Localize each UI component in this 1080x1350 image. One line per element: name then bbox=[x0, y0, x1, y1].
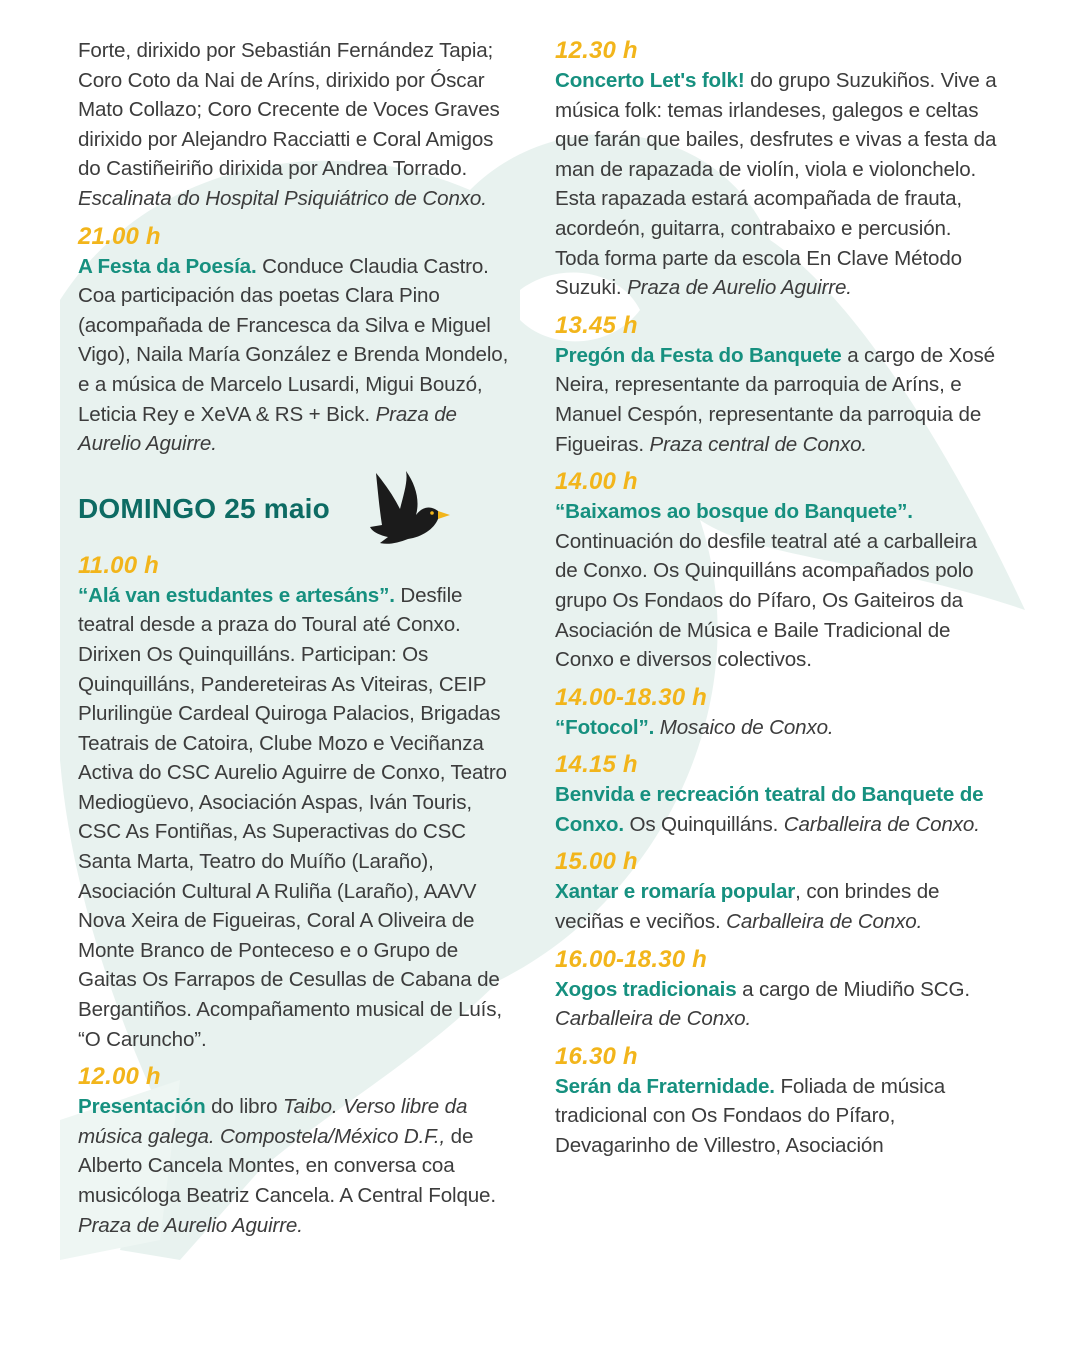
event-title: A Festa da Poesía. bbox=[78, 254, 257, 278]
event-time: 12.30 h bbox=[555, 37, 638, 64]
event-description: do libro bbox=[211, 1095, 278, 1119]
event-title: Benvida e recreación teatral do Banquete de Conxo. bbox=[555, 783, 984, 836]
event-benvida bbox=[555, 780, 1000, 839]
event-place: Carballeira de Conxo. bbox=[555, 1007, 752, 1031]
intro-place: Escalinata do Hospital Psiquiátrico de Conxo. bbox=[78, 186, 487, 210]
event-fotocol bbox=[555, 713, 1000, 743]
event-description: do grupo Suzukiños. Vive a música folk: temas irlandeses, galegos e celtas que farán que bailes, desfrutes e vivas a festa da man de rapazada de violín, viola e violonchelo. Esta rapazada estará acompañada de frauta, acordeón, guitarra, contrabaixo e percusión. Toda forma parte da escola En Clave Método Suzuki. bbox=[555, 69, 997, 300]
event-description: a cargo de Miudiño SCG. bbox=[742, 977, 970, 1001]
event-time: 14.15 h bbox=[555, 751, 638, 779]
event-title: “Fotocol”. bbox=[555, 715, 655, 739]
intro-text: Forte, dirixido por Sebastián Fernández Tapia; Coro Coto da Nai de Aríns, dirixido por Óscar Mato Collazo; Coro Crecente de Voces Graves dirixido por Alejandro Racciatti e Coral Amigos do Castiñeiriño dirixida por Andrea Torrado. bbox=[78, 39, 500, 181]
left-column bbox=[78, 36, 520, 1240]
event-title: Xantar e romaría popular bbox=[555, 880, 796, 904]
event-description: Os Quinquilláns. bbox=[629, 812, 779, 836]
event-place: Praza de Aurelio Aguirre. bbox=[78, 402, 457, 456]
event-concerto bbox=[555, 66, 1000, 303]
right-column bbox=[555, 36, 1000, 1161]
book-title: Taibo. Verso libre da música galega. Compostela/México D.F., bbox=[78, 1095, 468, 1148]
event-description: Foliada de música tradicional con Os Fondaos do Pífaro, Devagarinho de Villestro, Asociación bbox=[555, 1074, 946, 1158]
event-seran bbox=[555, 1072, 1000, 1161]
event-description: , con brindes de veciñas e veciños. bbox=[555, 880, 940, 934]
event-place: Praza de Aurelio Aguirre. bbox=[627, 276, 852, 300]
event-title: Xogos tradicionais bbox=[555, 977, 737, 1001]
event-festa-poesia bbox=[78, 252, 520, 459]
event-title: Serán da Fraternidade. bbox=[555, 1074, 775, 1098]
event-place: Praza central de Conxo. bbox=[649, 432, 867, 456]
intro-paragraph bbox=[78, 36, 520, 214]
event-time: 11.00 h bbox=[78, 551, 160, 579]
event-title: “Alá van estudantes e artesáns”. bbox=[78, 583, 395, 607]
event-place: Mosaico de Conxo. bbox=[659, 715, 834, 739]
event-baixamos bbox=[555, 497, 1000, 675]
event-presentacion bbox=[78, 1092, 520, 1240]
event-place: Carballeira de Conxo. bbox=[783, 812, 980, 836]
event-desfile bbox=[78, 581, 520, 1055]
event-time: 16.30 h bbox=[555, 1042, 638, 1070]
event-place: Carballeira de Conxo. bbox=[726, 910, 923, 934]
event-time: 21.00 h bbox=[78, 222, 161, 250]
event-time: 13.45 h bbox=[555, 311, 638, 339]
event-time: 14.00 h bbox=[555, 468, 638, 496]
event-description: Conduce Claudia Castro. Coa participación das poetas Clara Pino (acompañada de Francesca da Silva e Miguel Vigo), Naila María González e Brenda Mondelo, e a música de Marcelo Lusardi, Migui Bouzó, Leticia Rey e XeVA & RS + Bick. bbox=[78, 254, 509, 426]
event-title: “Baixamos ao bosque do Banquete”. bbox=[555, 500, 913, 524]
event-time: 16.00-18.30 h bbox=[555, 945, 708, 973]
event-xantar bbox=[555, 877, 1000, 936]
event-place: Praza de Aurelio Aguirre. bbox=[78, 1213, 303, 1237]
event-title: Concerto Let's folk! bbox=[555, 69, 745, 92]
event-xogos bbox=[555, 975, 1000, 1034]
event-description: a cargo de Xosé Neira, representante da parroquia de Aríns, e Manuel Cespón, representante da parroquia de Figueiras. bbox=[555, 343, 995, 456]
event-title: Presentación bbox=[78, 1095, 206, 1119]
bird-icon bbox=[370, 471, 450, 547]
event-pregon bbox=[555, 341, 1000, 459]
event-time: 14.00-18.30 h bbox=[555, 683, 708, 711]
event-description: Continuación do desfile teatral até a carballeira de Conxo. Os Quinquilláns acompañados polo grupo Os Fondaos do Pífaro, Os Gaiteiros da Asociación de Música e Baile Tradicional de Conxo e diversos colectivos. bbox=[555, 529, 977, 672]
event-time: 12.00 h bbox=[78, 1063, 161, 1091]
event-description: Desfile teatral desde a praza do Toural até Conxo. Dirixen Os Quinquilláns. Participan: Os Quinquilláns, Pandereteiras As Viteiras, CEIP Plurilingüe Cardeal Quiroga Palacios, Brigadas Teatrais de Catoira, Clube Mozo e Veciñanza Activa do CSC Aurelio Aguirre de Conxo, Teatro Mediogüevo, Asociación Aspas, Iván Touris, CSC As Fontiñas, As Superactivas do CSC Santa Marta, Teatro do Muíño (Laraño), Asociación Cultural A Ruliña (Laraño), AAVV Nova Xeira de Figueiras, Coral A Oliveira de Monte Branco de Ponteceso e o Grupo de Gaitas Os Farrapos de Cesullas de Cabana de Bergantiños. Acompañamento musical de Luís, “O Caruncho”. bbox=[78, 583, 507, 1051]
event-title: Pregón da Festa do Banquete bbox=[555, 343, 842, 367]
event-description: de Alberto Cancela Montes, en conversa coa musicóloga Beatriz Cancela. A Central Folque. bbox=[78, 1124, 496, 1207]
event-time: 15.00 h bbox=[555, 848, 638, 876]
day-heading: DOMINGO 25 maio bbox=[78, 492, 330, 524]
day-header bbox=[78, 483, 520, 551]
